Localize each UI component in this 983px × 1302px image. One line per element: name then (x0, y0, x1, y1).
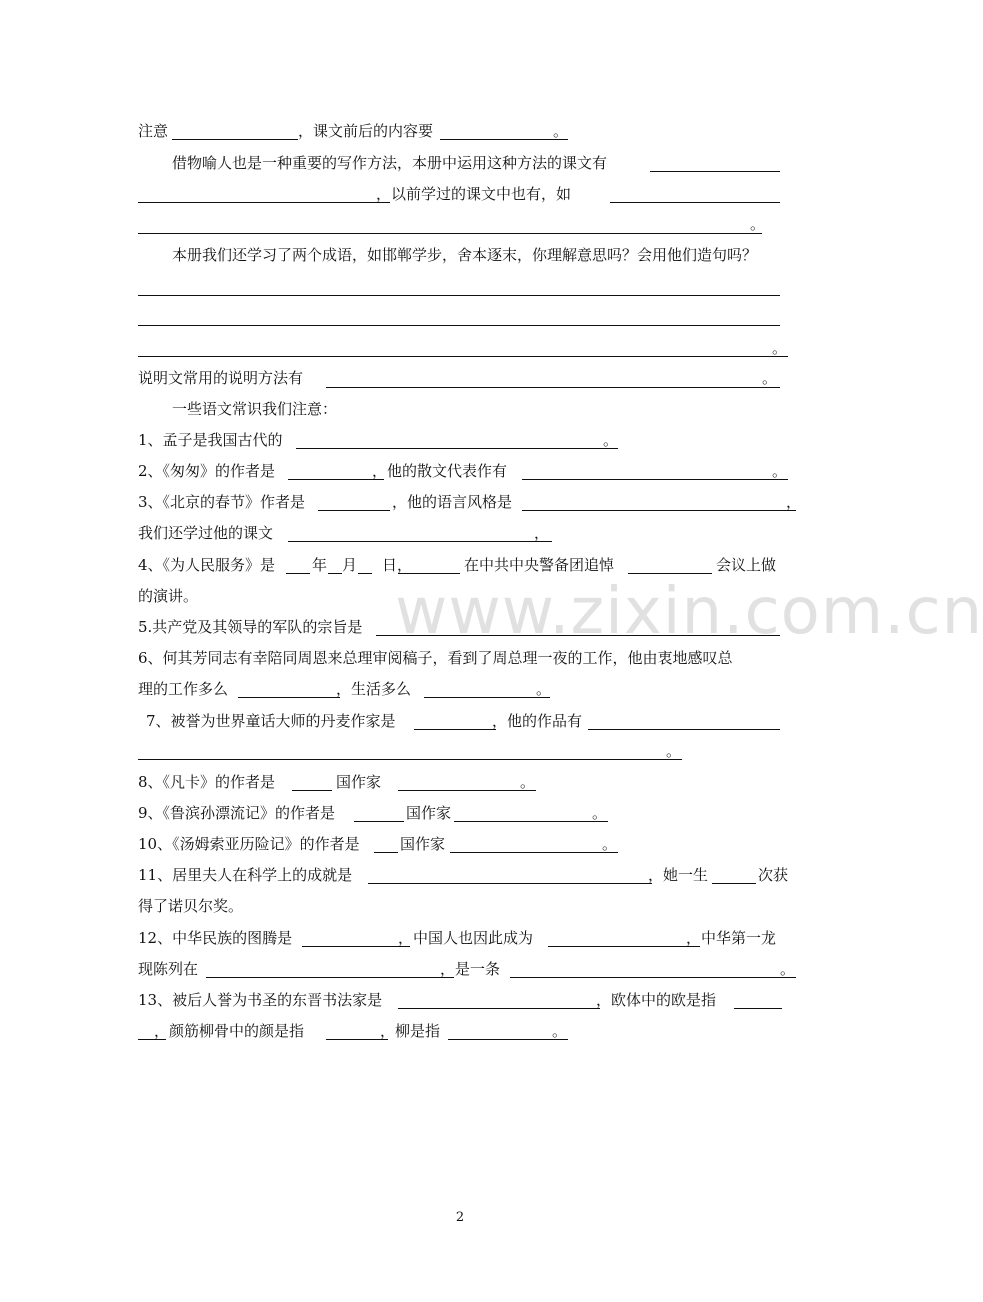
answer-blank[interactable] (376, 635, 780, 636)
text-q13: 13、被后人誉为书圣的东晋书法家是 (138, 991, 383, 1009)
text-q6: 6、何其芳同志有幸陪同周恩来总理审阅稿子，看到了周总理一夜的工作，他由衷地感叹总 (138, 649, 733, 667)
answer-blank[interactable] (138, 325, 780, 326)
answer-blank[interactable] (448, 1039, 568, 1040)
answer-blank[interactable] (292, 790, 332, 791)
answer-blank[interactable] (296, 448, 618, 449)
text-l07: 说明文常用的说明方法有 (138, 369, 304, 387)
text-q4c: 月 (342, 556, 358, 574)
text-q12c: ，中华第一龙 (686, 929, 777, 947)
answer-blank[interactable] (326, 387, 780, 388)
answer-blank[interactable] (358, 573, 372, 574)
answer-blank[interactable] (398, 1008, 600, 1009)
text-q3e: ， (534, 524, 550, 542)
answer-blank[interactable] (374, 852, 398, 853)
answer-blank[interactable] (510, 977, 796, 978)
answer-blank[interactable] (650, 171, 780, 172)
answer-blank[interactable] (368, 883, 652, 884)
answer-blank[interactable] (172, 139, 298, 140)
text-l05: 本册我们还学习了两个成语，如邯郸学步，舍本逐末，你理解意思吗？会用他们造句吗？ (172, 246, 758, 264)
page-number: 2 (455, 1210, 465, 1225)
watermark: www.zixin.com.cn (395, 575, 983, 649)
answer-blank[interactable] (522, 479, 788, 480)
text-q6d: 。 (536, 680, 552, 698)
text-q9b: 国作家 (406, 804, 452, 822)
text-q4g: 的演讲。 (138, 587, 199, 605)
text-l01c: 。 (553, 122, 569, 140)
text-q3: 3、《北京的春节》作者是 (138, 493, 306, 511)
answer-blank[interactable] (302, 946, 410, 947)
text-q11c: 次获 (758, 866, 789, 884)
answer-blank[interactable] (138, 233, 762, 234)
text-q13c: ，颜筋柳骨中的颜是指 (154, 1022, 305, 1040)
answer-blank[interactable] (454, 821, 608, 822)
text-q7b: ，他的作品有 (492, 712, 583, 730)
answer-blank[interactable] (734, 1008, 782, 1009)
answer-blank[interactable] (138, 202, 390, 203)
text-q2c: 。 (772, 462, 788, 480)
answer-blank[interactable] (326, 1039, 388, 1040)
text-q10c: 。 (602, 835, 618, 853)
text-q12: 12、中华民族的图腾是 (138, 929, 293, 947)
answer-blank[interactable] (628, 573, 712, 574)
text-l07b: 。 (762, 369, 778, 387)
text-q6b: 理的工作多么 (138, 680, 229, 698)
answer-blank[interactable] (318, 510, 390, 511)
answer-blank[interactable] (610, 202, 780, 203)
text-q3b: ，他的语言风格是 (392, 493, 513, 511)
text-l03: ，以前学过的课文中也有，如 (376, 185, 572, 203)
text-q7: 7、被誉为世界童话大师的丹麦作家是 (146, 712, 396, 730)
answer-blank[interactable] (712, 883, 756, 884)
text-q10: 10、《汤姆索亚历险记》的作者是 (138, 835, 360, 853)
text-q11: 11、居里夫人在科学上的成就是 (138, 866, 353, 884)
text-q11b: ，她一生 (648, 866, 709, 884)
answer-blank[interactable] (138, 759, 682, 760)
text-q12e: ，是一条 (440, 960, 501, 978)
answer-blank[interactable] (328, 573, 342, 574)
answer-blank[interactable] (206, 977, 454, 978)
text-q12f: 。 (780, 960, 796, 978)
text-q3c: ， (786, 493, 802, 511)
text-q1: 1、孟子是我国古代的 (138, 431, 283, 449)
text-l01: 注意 (138, 122, 169, 140)
text-q9: 9、《鲁滨孙漂流记》的作者是 (138, 804, 336, 822)
text-q12d: 现陈列在 (138, 960, 199, 978)
text-q11d: 得了诺贝尔奖。 (138, 897, 244, 915)
text-q8c: 。 (520, 773, 536, 791)
answer-blank[interactable] (138, 295, 780, 296)
answer-blank[interactable] (288, 479, 384, 480)
text-q7c: 。 (666, 742, 682, 760)
text-q2: 2、《匆匆》的作者是 (138, 462, 276, 480)
text-l02: 借物喻人也是一种重要的写作方法，本册中运用这种方法的课文有 (172, 154, 608, 172)
answer-blank[interactable] (238, 697, 340, 698)
answer-blank[interactable] (288, 541, 552, 542)
text-q10b: 国作家 (400, 835, 446, 853)
text-q4f: 会议上做 (716, 556, 777, 574)
text-q13b: ，欧体中的欧是指 (596, 991, 717, 1009)
text-q8: 8、《凡卡》的作者是 (138, 773, 276, 791)
text-q4d: 日， (382, 556, 413, 574)
text-q4e: 在中共中央警备团追悼 (464, 556, 615, 574)
text-l04: 。 (750, 215, 766, 233)
text-q6c: ，生活多么 (336, 680, 412, 698)
text-l01b: ，课文前后的内容要 (298, 122, 434, 140)
answer-blank[interactable] (424, 697, 550, 698)
answer-blank[interactable] (450, 852, 618, 853)
text-q8b: 国作家 (336, 773, 382, 791)
text-q4: 4、《为人民服务》是 (138, 556, 276, 574)
answer-blank[interactable] (138, 356, 788, 357)
text-q2b: ，他的散文代表作有 (372, 462, 508, 480)
answer-blank[interactable] (414, 729, 496, 730)
answer-blank[interactable] (522, 510, 796, 511)
text-q5: 5.共产党及其领导的军队的宗旨是 (138, 618, 363, 636)
text-q4b: 年 (312, 556, 328, 574)
text-q13d: ，柳是指 (380, 1022, 441, 1040)
answer-blank[interactable] (548, 946, 700, 947)
answer-blank[interactable] (286, 573, 310, 574)
text-q13e: 。 (552, 1022, 568, 1040)
text-l06: 。 (772, 339, 788, 357)
answer-blank[interactable] (398, 573, 460, 574)
answer-blank[interactable] (398, 790, 536, 791)
text-q12b: ，中国人也因此成为 (398, 929, 534, 947)
text-l08: 一些语文常识我们注意： (172, 400, 338, 418)
answer-blank[interactable] (354, 821, 404, 822)
text-q3d: 我们还学过他的课文 (138, 524, 274, 542)
text-q1b: 。 (603, 431, 619, 449)
answer-blank[interactable] (440, 139, 568, 140)
answer-blank[interactable] (588, 729, 780, 730)
text-q9c: 。 (592, 804, 608, 822)
